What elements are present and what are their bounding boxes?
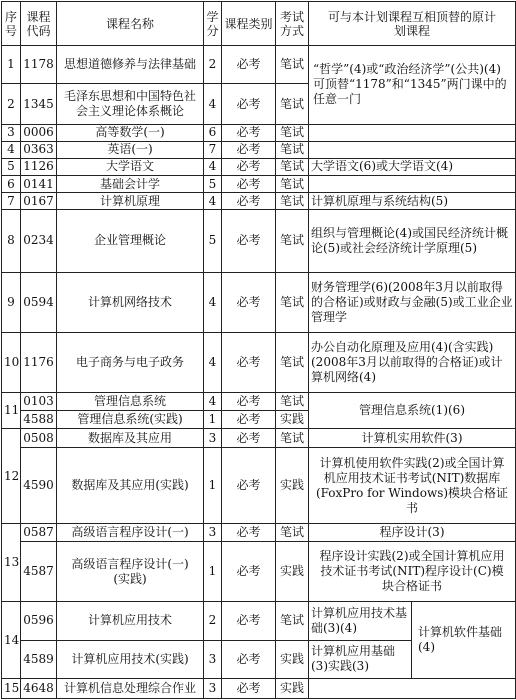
row-course-name: 计算机网络技术 bbox=[57, 272, 204, 332]
row-seq: 6 bbox=[2, 175, 21, 192]
table-row bbox=[2, 46, 516, 84]
row-substitute: 程序设计实践(2)或全国计算机应用技术证书考试(NIT)程序设计(C)模块合格证书 bbox=[309, 542, 516, 602]
row-substitute: 财务管理学(6)(2008年3月以前取得的合格证)或财政与金融(5)或工业企业管理学 bbox=[309, 272, 516, 332]
table-row bbox=[2, 678, 516, 698]
row-code: 4590 bbox=[21, 448, 57, 523]
row-seq: 2 bbox=[2, 84, 21, 124]
row-exam: 实践 bbox=[276, 411, 309, 429]
table-row bbox=[2, 175, 516, 192]
row-substitute: 组织与管理概论(4)或国民经济统计概论(5)或社会经济统计学原理(5) bbox=[309, 210, 516, 272]
row-substitute: “哲学”(4)或“政治经济学”(公共)(4)可顶替“1178”和“1345”两门课中的任意一门 bbox=[309, 46, 516, 124]
row-code: 1178 bbox=[21, 46, 57, 84]
row-substitute bbox=[309, 141, 516, 158]
row-course-name: 管理信息系统(实践) bbox=[57, 411, 204, 429]
row-code: 0141 bbox=[21, 175, 57, 192]
row-code: 0594 bbox=[21, 272, 57, 332]
table-row bbox=[2, 542, 516, 602]
row-substitute: 管理信息系统(1)(6) bbox=[309, 393, 516, 429]
row-substitute: 计算机应用技术基础(3)(4) bbox=[309, 602, 412, 640]
row-credit: 7 bbox=[204, 141, 222, 158]
row-course-name: 高级语言程序设计(一) bbox=[57, 523, 204, 541]
row-course-name: 计算机应用技术 bbox=[57, 602, 204, 640]
row-type: 必考 bbox=[222, 332, 276, 392]
row-type: 必考 bbox=[222, 411, 276, 429]
row-type: 必考 bbox=[222, 124, 276, 141]
table-row bbox=[2, 210, 516, 272]
header-name: 课程名称 bbox=[57, 2, 204, 46]
row-exam: 笔试 bbox=[276, 141, 309, 158]
row-type: 必考 bbox=[222, 523, 276, 541]
header-exam: 考试方式 bbox=[276, 2, 309, 46]
row-seq: 9 bbox=[2, 272, 21, 332]
row-seq: 7 bbox=[2, 193, 21, 210]
row-credit: 2 bbox=[204, 602, 222, 640]
row-code: 0596 bbox=[21, 602, 57, 640]
row-substitute bbox=[309, 678, 516, 698]
row-seq: 12 bbox=[2, 429, 21, 524]
row-credit: 4 bbox=[204, 84, 222, 124]
header-credit: 学分 bbox=[204, 2, 222, 46]
row-type: 必考 bbox=[222, 640, 276, 678]
table-row bbox=[2, 332, 516, 392]
row-exam: 笔试 bbox=[276, 602, 309, 640]
row-course-name: 英语(一) bbox=[57, 141, 204, 158]
row-credit: 2 bbox=[204, 46, 222, 84]
row-seq: 10 bbox=[2, 332, 21, 392]
curriculum-table bbox=[1, 1, 516, 699]
row-credit: 3 bbox=[204, 429, 222, 448]
row-seq: 3 bbox=[2, 124, 21, 141]
row-credit: 1 bbox=[204, 411, 222, 429]
row-credit: 3 bbox=[204, 678, 222, 698]
row-type: 必考 bbox=[222, 175, 276, 192]
row-exam: 笔试 bbox=[276, 158, 309, 175]
row-exam: 笔试 bbox=[276, 124, 309, 141]
row-code: 1176 bbox=[21, 332, 57, 392]
row-course-name: 电子商务与电子政务 bbox=[57, 332, 204, 392]
row-code: 4588 bbox=[21, 411, 57, 429]
table-row bbox=[2, 141, 516, 158]
row-exam: 笔试 bbox=[276, 332, 309, 392]
row-code: 1345 bbox=[21, 84, 57, 124]
row-type: 必考 bbox=[222, 602, 276, 640]
row-credit: 3 bbox=[204, 523, 222, 541]
table-row bbox=[2, 602, 516, 640]
header-code: 课程代码 bbox=[21, 2, 57, 46]
row-seq: 15 bbox=[2, 678, 21, 698]
row-substitute: 计算机使用软件实践(2)或全国计算机应用技术证书考试(NIT)数据库(FoxPro for Windows)模块合格证书 bbox=[309, 448, 516, 523]
row-seq: 1 bbox=[2, 46, 21, 84]
row-credit: 4 bbox=[204, 158, 222, 175]
row-credit: 5 bbox=[204, 210, 222, 272]
table-row bbox=[2, 448, 516, 523]
row-code: 0103 bbox=[21, 393, 57, 411]
row-course-name: 计算机信息处理综合作业 bbox=[57, 678, 204, 698]
row-substitute: 办公自动化原理及应用(4)(含实践)(2008年3月以前取得的合格证)或计算机网络(4) bbox=[309, 332, 516, 392]
row-seq: 14 bbox=[2, 602, 21, 678]
row-substitute: 程序设计(3) bbox=[309, 523, 516, 541]
row-type: 必考 bbox=[222, 210, 276, 272]
row-course-name: 高等数学(一) bbox=[57, 124, 204, 141]
row-credit: 4 bbox=[204, 393, 222, 411]
row-substitute bbox=[309, 175, 516, 192]
row-course-name: 数据库及其应用 bbox=[57, 429, 204, 448]
row-code: 0167 bbox=[21, 193, 57, 210]
row-exam: 笔试 bbox=[276, 523, 309, 541]
row-exam: 笔试 bbox=[276, 193, 309, 210]
row-type: 必考 bbox=[222, 542, 276, 602]
row-type: 必考 bbox=[222, 393, 276, 411]
row-exam: 笔试 bbox=[276, 429, 309, 448]
row-credit: 1 bbox=[204, 448, 222, 523]
table-row bbox=[2, 124, 516, 141]
row-credit: 4 bbox=[204, 272, 222, 332]
row-code: 4589 bbox=[21, 640, 57, 678]
header-row bbox=[2, 2, 516, 46]
row-credit: 4 bbox=[204, 193, 222, 210]
row-exam: 笔试 bbox=[276, 46, 309, 84]
row-course-name: 毛泽东思想和中国特色社会主义理论体系概论 bbox=[57, 84, 204, 124]
row-exam: 笔试 bbox=[276, 272, 309, 332]
row-code: 1126 bbox=[21, 158, 57, 175]
row-credit: 5 bbox=[204, 175, 222, 192]
row-type: 必考 bbox=[222, 158, 276, 175]
header-type: 课程类别 bbox=[222, 2, 276, 46]
row-type: 必考 bbox=[222, 84, 276, 124]
row-code: 0234 bbox=[21, 210, 57, 272]
table-row bbox=[2, 393, 516, 411]
row-exam: 实践 bbox=[276, 542, 309, 602]
header-seq: 序号 bbox=[2, 2, 21, 46]
row-type: 必考 bbox=[222, 141, 276, 158]
row-type: 必考 bbox=[222, 272, 276, 332]
row-course-name: 基础会计学 bbox=[57, 175, 204, 192]
row-type: 必考 bbox=[222, 193, 276, 210]
table-row bbox=[2, 158, 516, 175]
row-substitute: 计算机应用基础(3)实践(3) bbox=[309, 640, 412, 678]
row-credit: 3 bbox=[204, 640, 222, 678]
row-code: 0587 bbox=[21, 523, 57, 541]
row-credit: 6 bbox=[204, 124, 222, 141]
row-exam: 实践 bbox=[276, 640, 309, 678]
row-type: 必考 bbox=[222, 678, 276, 698]
row-type: 必考 bbox=[222, 429, 276, 448]
table-row bbox=[2, 193, 516, 210]
row-exam: 实践 bbox=[276, 448, 309, 523]
row-substitute: 大学语文(6)或大学语文(4) bbox=[309, 158, 516, 175]
row-substitute-shared: 计算机软件基础(4) bbox=[412, 602, 516, 678]
row-course-name: 大学语文 bbox=[57, 158, 204, 175]
row-seq: 11 bbox=[2, 393, 21, 429]
row-course-name: 计算机原理 bbox=[57, 193, 204, 210]
row-code: 0363 bbox=[21, 141, 57, 158]
row-exam: 笔试 bbox=[276, 210, 309, 272]
table-row bbox=[2, 272, 516, 332]
row-seq: 13 bbox=[2, 523, 21, 601]
row-course-name: 高级语言程序设计(一)(实践) bbox=[57, 542, 204, 602]
row-type: 必考 bbox=[222, 448, 276, 523]
row-substitute: 计算机原理与系统结构(5) bbox=[309, 193, 516, 210]
row-course-name: 思想道德修养与法律基础 bbox=[57, 46, 204, 84]
row-substitute bbox=[309, 124, 516, 141]
row-seq: 5 bbox=[2, 158, 21, 175]
row-code: 0508 bbox=[21, 429, 57, 448]
row-code: 4648 bbox=[21, 678, 57, 698]
row-code: 4587 bbox=[21, 542, 57, 602]
row-exam: 笔试 bbox=[276, 84, 309, 124]
row-course-name: 管理信息系统 bbox=[57, 393, 204, 411]
table-row bbox=[2, 523, 516, 541]
row-credit: 1 bbox=[204, 542, 222, 602]
row-seq: 8 bbox=[2, 210, 21, 272]
row-type: 必考 bbox=[222, 46, 276, 84]
row-substitute: 计算机实用软件(3) bbox=[309, 429, 516, 448]
row-exam: 笔试 bbox=[276, 393, 309, 411]
row-exam: 实践 bbox=[276, 678, 309, 698]
row-course-name: 企业管理概论 bbox=[57, 210, 204, 272]
header-substitute: 可与本计划课程互相顶替的原计划课程 bbox=[309, 2, 516, 46]
row-credit: 4 bbox=[204, 332, 222, 392]
row-exam: 笔试 bbox=[276, 175, 309, 192]
row-seq: 4 bbox=[2, 141, 21, 158]
row-code: 0006 bbox=[21, 124, 57, 141]
row-course-name: 计算机应用技术(实践) bbox=[57, 640, 204, 678]
row-course-name: 数据库及其应用(实践) bbox=[57, 448, 204, 523]
table-row bbox=[2, 429, 516, 448]
